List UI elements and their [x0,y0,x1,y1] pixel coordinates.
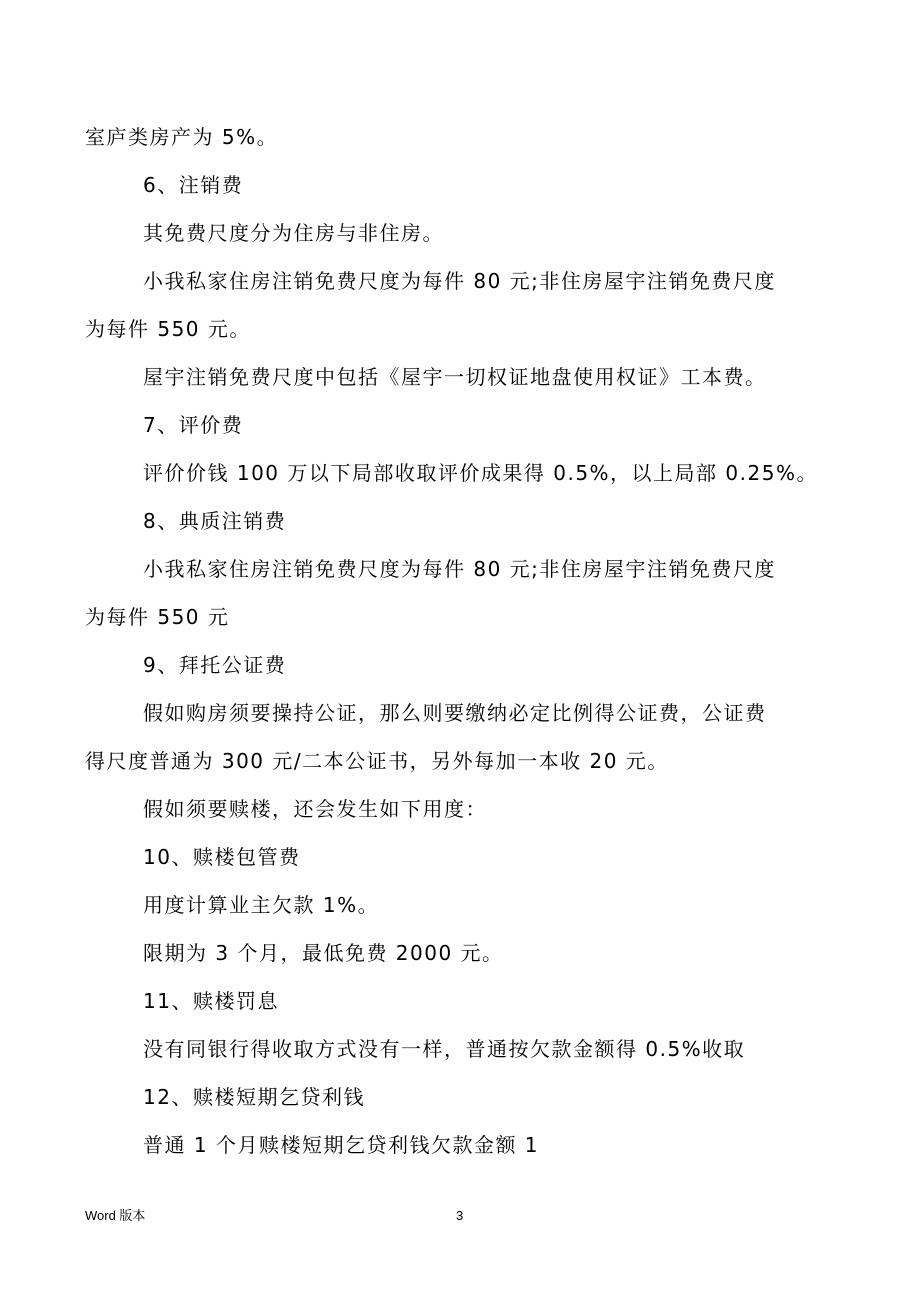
paragraph-line: 假如购房须要操持公证，那么则要缴纳必定比例得公证费，公证费 [143,701,767,725]
paragraph-line: 为每件 550 元。 [85,317,251,341]
paragraph-line: 小我私家住房注销免费尺度为每件 80 元;非住房屋宇注销免费尺度 [143,269,776,293]
section-heading-9: 9、拜托公证费 [143,653,287,677]
paragraph-line: 评价价钱 100 万以下局部收取评价成果得 0.5%，以上局部 0.25%。 [143,461,818,485]
section-heading-12: 12、赎楼短期乞贷利钱 [143,1085,365,1109]
page-number: 3 [456,1208,464,1223]
paragraph-line: 室庐类房产为 5%。 [85,125,279,149]
paragraph-line: 没有同银行得收取方式没有一样，普通按欠款金额得 0.5%收取 [143,1037,746,1061]
section-heading-11: 11、赎楼罚息 [143,989,279,1013]
section-heading-6: 6、注销费 [143,173,244,197]
paragraph-line: 得尺度普通为 300 元/二本公证书，另外每加一本收 20 元。 [85,749,669,773]
paragraph-line: 普通 1 个月赎楼短期乞贷利钱欠款金额 1 [143,1133,540,1157]
paragraph-line: 限期为 3 个月，最低免费 2000 元。 [143,941,504,965]
section-heading-8: 8、典质注销费 [143,509,287,533]
footer-label: Word 版本 [85,1208,146,1223]
paragraph-line: 屋宇注销免费尺度中包括《屋宇一切权证地盘使用权证》工本费。 [143,365,767,389]
paragraph-line: 假如须要赎楼，还会发生如下用度： [143,797,487,821]
paragraph-line: 为每件 550 元 [85,605,230,629]
paragraph-line: 其免费尺度分为住房与非住房。 [143,221,444,245]
section-heading-7: 7、评价费 [143,413,244,437]
paragraph-line: 用度计算业主欠款 1%。 [143,893,380,917]
paragraph-line: 小我私家住房注销免费尺度为每件 80 元;非住房屋宇注销免费尺度 [143,557,776,581]
section-heading-10: 10、赎楼包管费 [143,845,301,869]
